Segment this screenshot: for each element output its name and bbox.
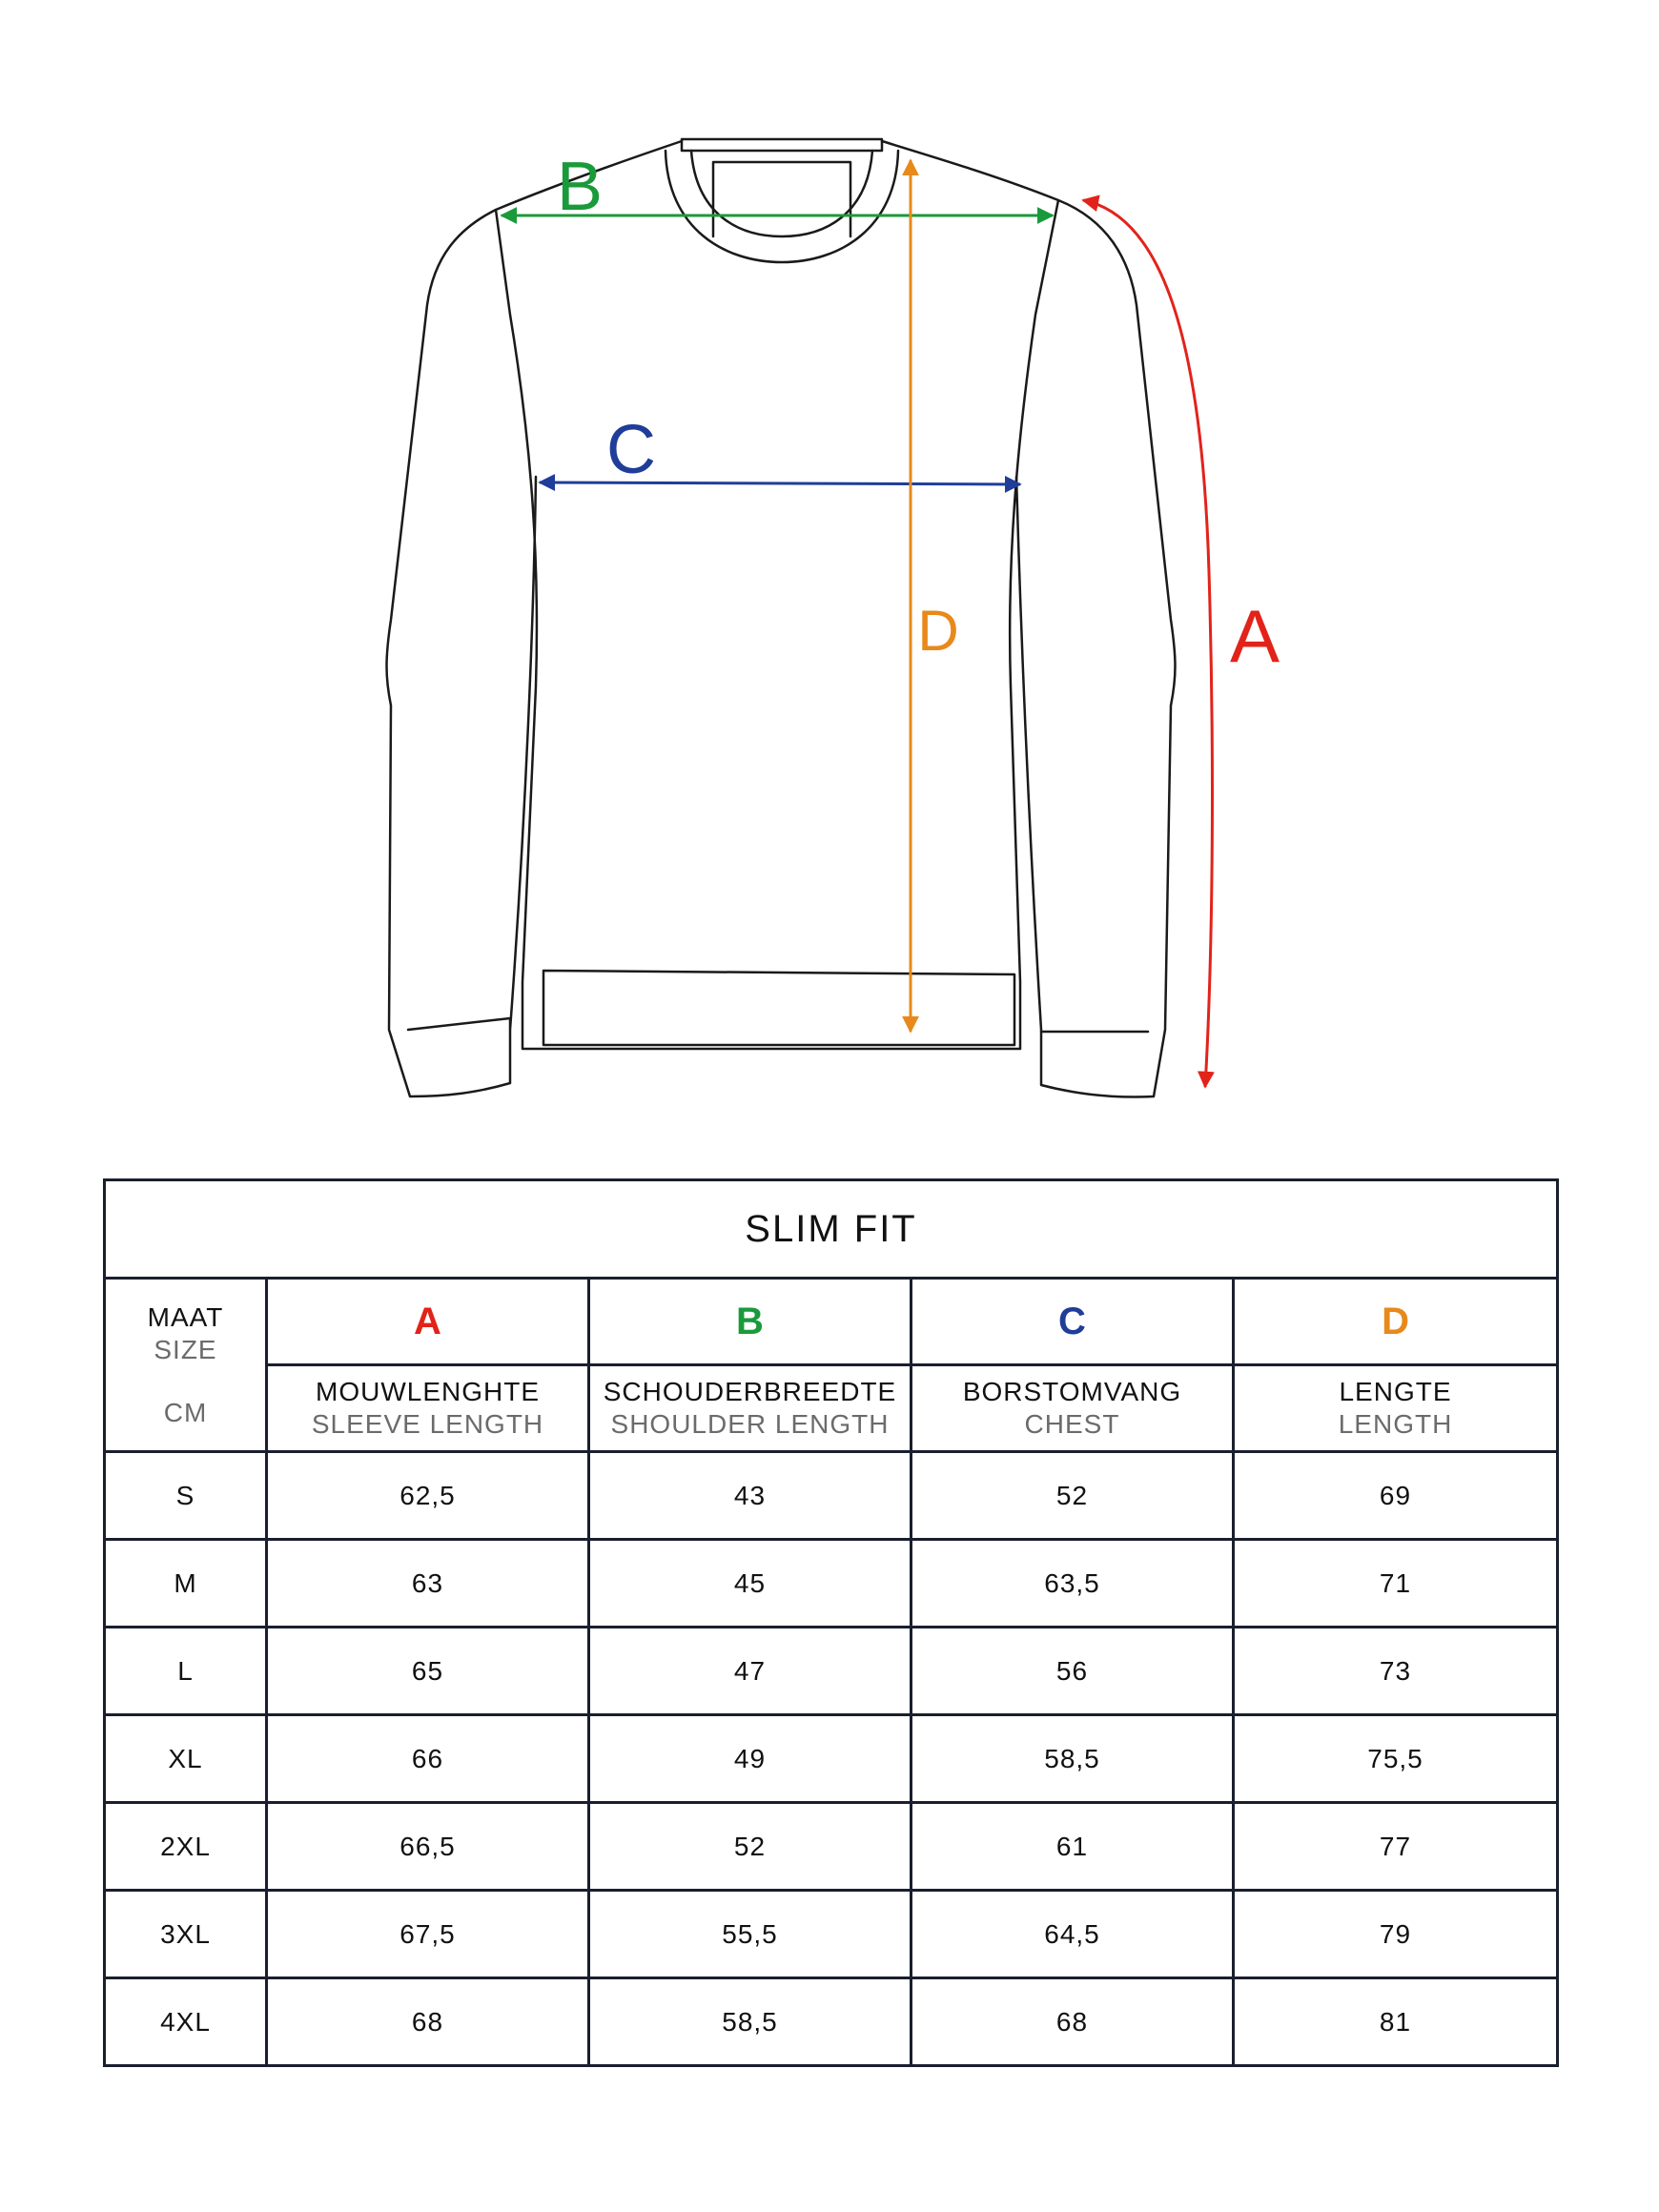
cell-d: 77 (1234, 1803, 1558, 1891)
cell-d: 75,5 (1234, 1715, 1558, 1803)
column-name-d-secondary: LENGTH (1338, 1409, 1453, 1439)
column-name-c-primary: BORSTOMVANG (962, 1377, 1182, 1406)
row-size: 2XL (105, 1803, 267, 1891)
cell-b: 49 (589, 1715, 911, 1803)
cell-b: 58,5 (589, 1978, 911, 2066)
cell-c: 52 (911, 1452, 1234, 1540)
row-size: L (105, 1628, 267, 1715)
cell-a: 65 (267, 1628, 589, 1715)
table-title: SLIM FIT (105, 1180, 1558, 1279)
column-name-c-secondary: CHEST (1024, 1409, 1120, 1439)
cell-d: 69 (1234, 1452, 1558, 1540)
column-name-b (589, 1365, 911, 1452)
cell-c: 68 (911, 1978, 1234, 2066)
cell-b: 47 (589, 1628, 911, 1715)
table-row (105, 1540, 1558, 1628)
left-cuff (408, 1018, 510, 1030)
measure-b-label: B (556, 149, 604, 225)
column-letter-b: B (589, 1279, 911, 1365)
cell-c: 58,5 (911, 1715, 1234, 1803)
collar-band (666, 151, 898, 262)
collar-inner (691, 151, 872, 236)
cell-a: 66,5 (267, 1803, 589, 1891)
cell-c: 56 (911, 1628, 1234, 1715)
cell-c: 64,5 (911, 1891, 1234, 1978)
table-row (105, 1715, 1558, 1803)
hem-band (543, 971, 1014, 1045)
cell-d: 79 (1234, 1891, 1558, 1978)
column-letter-a: A (267, 1279, 589, 1365)
size-header (105, 1279, 267, 1452)
cell-b: 52 (589, 1803, 911, 1891)
cell-c: 63,5 (911, 1540, 1234, 1628)
cell-d: 81 (1234, 1978, 1558, 2066)
column-letter-d: D (1234, 1279, 1558, 1365)
right-sleeve (1016, 200, 1176, 1097)
cell-a: 63 (267, 1540, 589, 1628)
measure-c-label: C (606, 412, 656, 488)
column-name-d-primary: LENGTE (1339, 1377, 1452, 1406)
table-row (105, 1891, 1558, 1978)
column-letter-c: C (911, 1279, 1234, 1365)
row-size: 4XL (105, 1978, 267, 2066)
table-row (105, 1628, 1558, 1715)
cell-b: 55,5 (589, 1891, 911, 1978)
column-name-c (911, 1365, 1234, 1452)
size-header-secondary: SIZE (154, 1334, 217, 1364)
column-name-d (1234, 1365, 1558, 1452)
cell-a: 68 (267, 1978, 589, 2066)
column-name-a-secondary: SLEEVE LENGTH (311, 1409, 544, 1439)
table-row (105, 1452, 1558, 1540)
column-name-a (267, 1365, 589, 1452)
table-row (105, 1978, 1558, 2066)
size-header-primary: MAAT (147, 1301, 224, 1332)
table-row (105, 1803, 1558, 1891)
cell-b: 45 (589, 1540, 911, 1628)
measure-a-arrow (1083, 200, 1212, 1087)
row-size: M (105, 1540, 267, 1628)
column-name-a-primary: MOUWLENGHTE (316, 1377, 540, 1406)
row-size: XL (105, 1715, 267, 1803)
sweater-outline (387, 139, 1176, 1097)
row-size: 3XL (105, 1891, 267, 1978)
measure-a-label: A (1229, 594, 1280, 678)
cell-a: 67,5 (267, 1891, 589, 1978)
cell-b: 43 (589, 1452, 911, 1540)
size-table (103, 1178, 1559, 2067)
cell-d: 71 (1234, 1540, 1558, 1628)
cell-c: 61 (911, 1803, 1234, 1891)
cell-d: 73 (1234, 1628, 1558, 1715)
row-size: S (105, 1452, 267, 1540)
column-name-b-secondary: SHOULDER LENGTH (610, 1409, 890, 1439)
cell-a: 66 (267, 1715, 589, 1803)
measure-d-label: D (917, 599, 959, 663)
size-header-unit: CM (163, 1397, 208, 1427)
sweater-body (496, 141, 1058, 1049)
column-name-b-primary: SCHOUDERBREEDTE (603, 1377, 897, 1406)
cell-a: 62,5 (267, 1452, 589, 1540)
collar-outer (682, 139, 882, 151)
